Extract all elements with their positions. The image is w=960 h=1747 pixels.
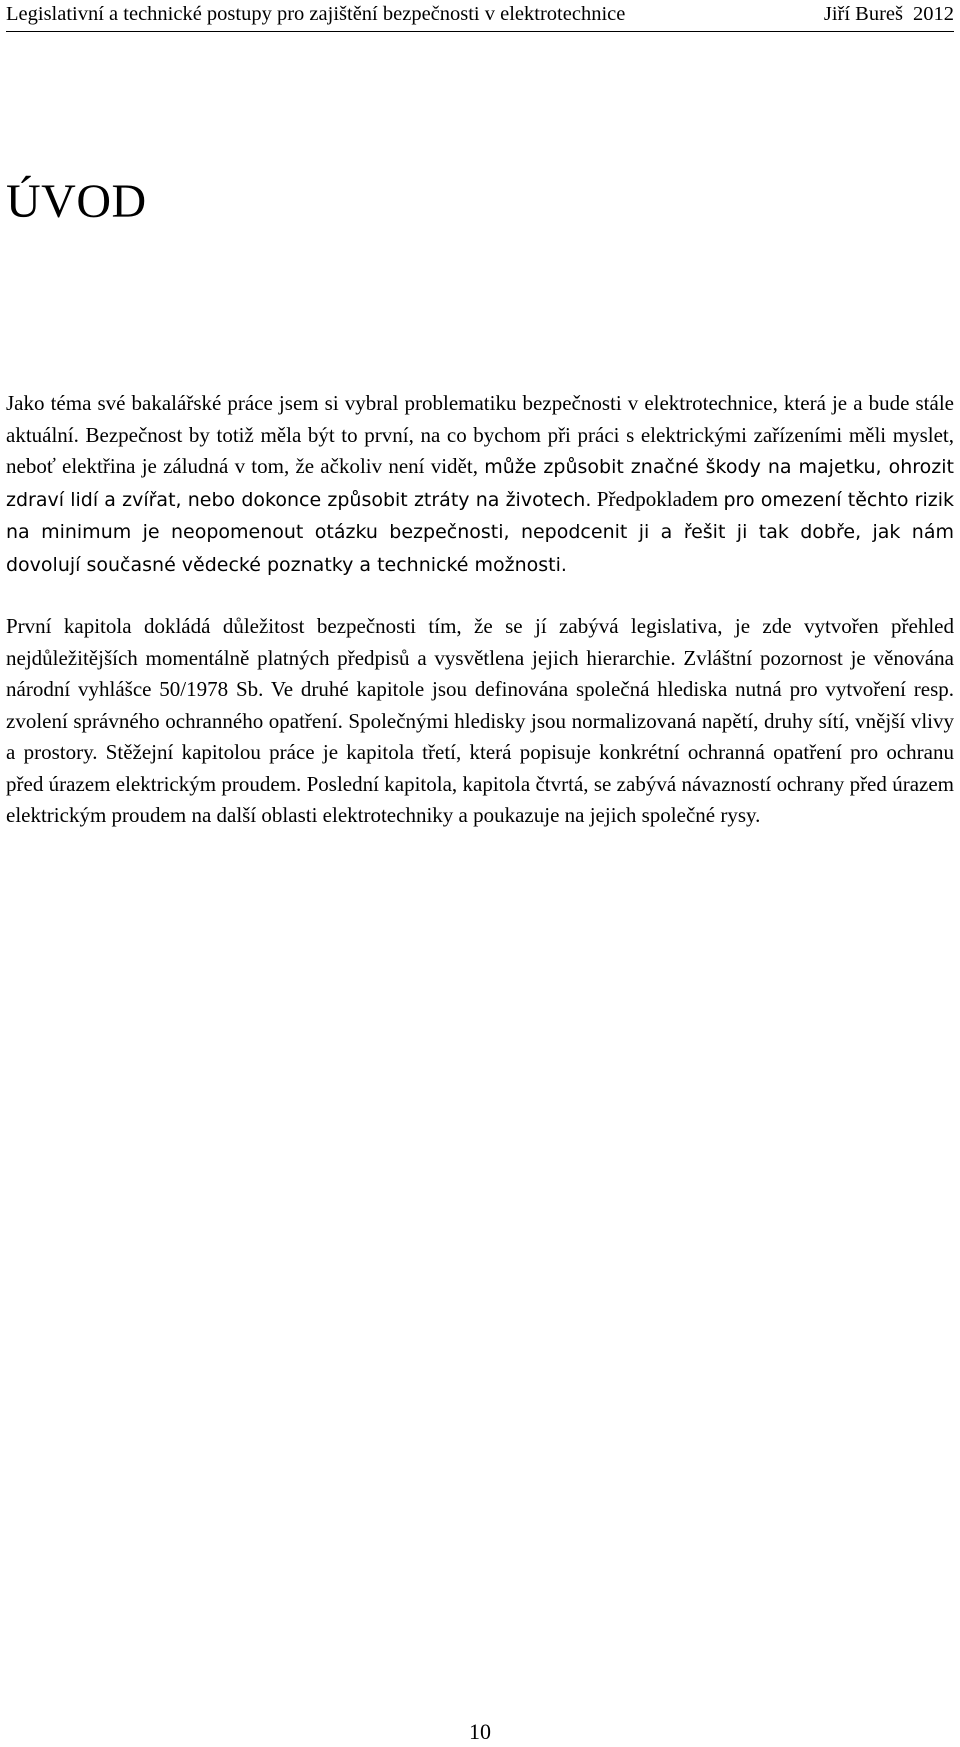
chapter-title: ÚVOD [6,175,147,228]
paragraph-chapters-overview: První kapitola dokládá důležitost bezpečnosti tím, že se jí zabývá legislativa, je zde vytvořen přehled nejdůležitějších momentálně platných předpisů a vysvětlena jejich hierarchie. Zvláštní pozornost je věnována národní vyhlášce 50/1978 Sb. Ve druhé kapitole jsou definována společná hlediska nutná pro vytvoření resp. zvolení správného ochranného opatření. Společnými hledisky jsou normalizovaná napětí, druhy sítí, vnější vlivy a prostory. Stěžejní kapitolou práce je kapitola třetí, která popisuje konkrétní ochranná opatření pro ochranu před úrazem elektrickým proudem. Poslední kapitola, kapitola čtvrtá, se zabývá návazností ochrany před úrazem elektrickým proudem na další oblasti elektrotechniky a poukazuje na jejich společné rysy. [6,614,954,827]
header-author: Jiří Bureš [823,3,903,25]
page-number: 10 [469,1719,491,1744]
paragraph-intro-part-1: Jako téma své bakalářské práce jsem si vybral problematiku bezpečnosti v elektrotechnice, která je a bude stále aktuální. Bezpečnost by totiž měla být to první, na co bychom při práci s elektrickými zařízeními měli myslet, neboť elektřina je záludná v tom, že ačkoliv není vidět, [6,391,954,478]
header-year: 2012 [913,3,954,25]
page-header [6,0,954,32]
paragraph-intro-part-2: může způsobit značné škody na majetku, ohrozit zdraví lidí a zvířat, nebo dokonce způsobit ztráty na životech. [6,456,954,511]
paragraph-intro [6,388,954,581]
header-document-title: Legislativní a technické postupy pro zajištění bezpečnosti v elektrotechnice [6,3,626,25]
header-author-year [824,0,954,28]
body-text [6,388,954,862]
paragraph-intro-part-4: pro omezení těchto rizik na minimum je neopomenout otázku bezpečnosti, nepodcenit ji a řešit ji tak dobře, jak nám dovolují současné vědecké poznatky a technické možnosti. [6,488,954,576]
paragraph-intro-part-3: Předpokladem [591,486,724,511]
